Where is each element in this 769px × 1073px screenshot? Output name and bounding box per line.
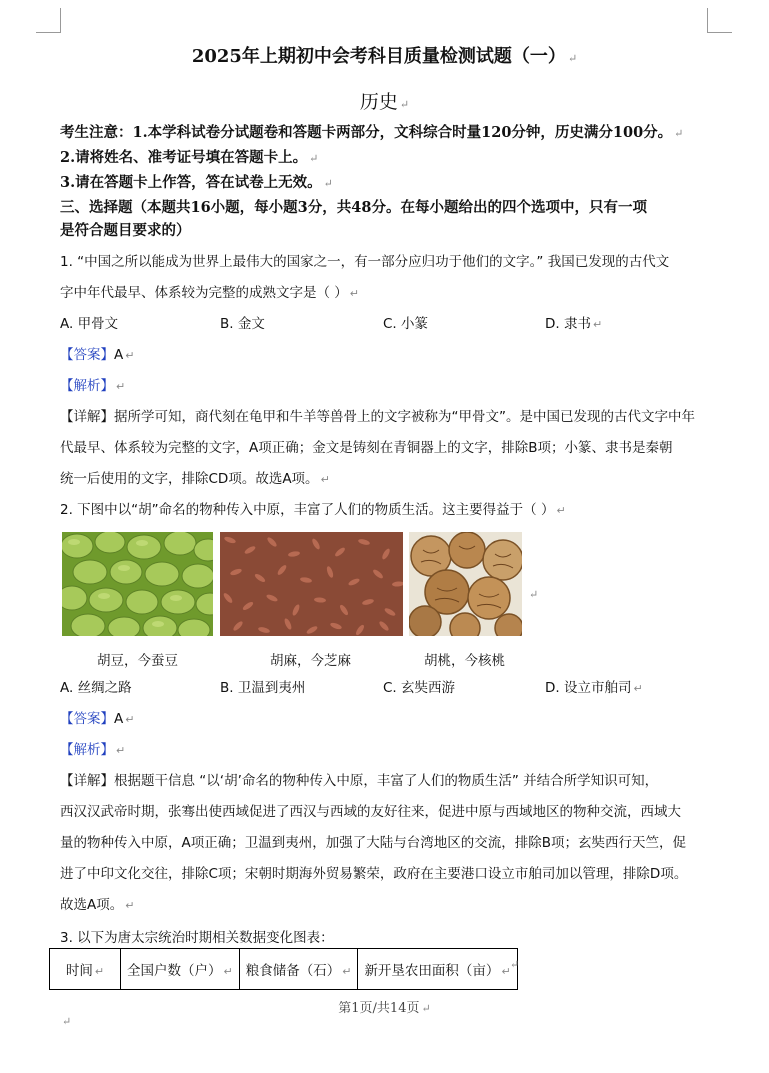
q1-answer: 【答案】A ↵	[60, 347, 135, 363]
notice-line-1: 考生注意：1.本学科试卷分试题卷和答题卡两部分，文科综合时量120分钟，历史满分100分。 ↵	[60, 124, 684, 141]
q2-option-d: D. 设立市舶司 ↵	[545, 680, 643, 696]
section-heading-line-1: 三、选择题（本题共16小题，每小题3分，共48分。在每小题给出的四个选项中，只有一项	[60, 199, 647, 216]
q2-option-a: A. 丝绸之路	[60, 680, 132, 696]
q2-detail-line-5: 故选A项。 ↵	[60, 897, 135, 913]
q1-detail-line-1: 【详解】据所学可知，商代刻在龟甲和牛羊等兽骨上的文字被称为“甲骨文”。是中国已发现的古代文字中年	[60, 409, 695, 425]
q2-detail-line-4: 进了中印文化交往，排除C项；宋朝时期海外贸易繁荣，政府在主要港口设立市舶司加以管理，排除D项。	[60, 866, 688, 882]
walnuts-image	[409, 532, 522, 636]
caption-walnut: 胡桃，今核桃	[424, 653, 505, 669]
q1-analysis-label: 【解析】 ↵	[60, 378, 126, 394]
broad-beans-image	[62, 532, 213, 636]
q2-stem: 2. 下图中以“胡”命名的物种传入中原，丰富了人们的物质生活。这主要得益于（ ） ↵	[60, 502, 566, 518]
q3-stem: 3. 以下为唐太宗统治时期相关数据变化图表：	[60, 930, 334, 946]
table-header-cell: 粮食储备（石） ↵	[239, 949, 358, 990]
notice-line-3: 3.请在答题卡上作答，答在试卷上无效。 ↵	[60, 174, 333, 191]
q1-stem-line-2: 字中年代最早、体系较为完整的成熟文字是（ ） ↵	[60, 285, 360, 301]
table-header-row	[50, 949, 518, 990]
crop-mark-top-right	[707, 8, 732, 33]
caption-sesame: 胡麻，今芝麻	[270, 653, 351, 669]
notice-line-2: 2.请将姓名、准考证号填在答题卡上。 ↵	[60, 149, 319, 166]
crop-mark-top-left	[36, 8, 61, 33]
q1-stem-line-1: 1. “中国之所以能成为世界上最伟大的国家之一，有一部分应归功于他们的文字。” 我国已发现的古代文	[60, 254, 670, 270]
q1-option-a: A. 甲骨文	[60, 316, 119, 332]
exam-title: 2025年上期初中会考科目质量检测试题（一） ↵	[191, 46, 578, 67]
page-footer: 第1页/共14页 ↵	[338, 1001, 431, 1016]
q1-option-b: B. 金文	[220, 316, 265, 332]
q1-option-d: D. 隶书 ↵	[545, 316, 603, 332]
q1-detail-line-2: 代最早、体系较为完整的文字，A项正确；金文是铸刻在青铜器上的文字，排除B项；小篆、隶书是秦朝	[60, 440, 673, 456]
q2-detail-line-2: 西汉汉武帝时期，张骞出使西域促进了西汉与西域的友好往来，促进中原与西域地区的物种交流，西域大	[60, 804, 681, 820]
q2-option-c: C. 玄奘西游	[383, 680, 456, 696]
image-row-paragraph-mark: ↵	[529, 588, 539, 601]
q2-option-b: B. 卫温到夷州	[220, 680, 306, 696]
table-paragraph-mark: ↵	[510, 958, 520, 971]
q1-option-c: C. 小篆	[383, 316, 429, 332]
q1-detail-line-3: 统一后使用的文字，排除CD项。故选A项。 ↵	[60, 471, 330, 487]
q2-detail-line-3: 量的物种传入中原，A项正确；卫温到夷州，加强了大陆与台湾地区的交流，排除B项；玄奘西行天竺，促	[60, 835, 686, 851]
q2-detail-line-1: 【详解】根据题干信息 “以‘胡’命名的物种传入中原，丰富了人们的物质生活” 并结合所学知识可知，	[60, 773, 659, 789]
section-heading-line-2: 是符合题目要求的）	[60, 222, 191, 239]
table-header-cell: 新开垦农田面积（亩） ↵	[358, 949, 517, 990]
caption-broad-bean: 胡豆，今蚕豆	[97, 653, 178, 669]
flax-seeds-image	[220, 532, 403, 636]
table-header-cell: 时间 ↵	[50, 949, 121, 990]
table-header-cell: 全国户数（户） ↵	[121, 949, 240, 990]
q2-answer: 【答案】A ↵	[60, 711, 135, 727]
q2-analysis-label: 【解析】 ↵	[60, 742, 126, 758]
q3-data-table	[49, 948, 518, 990]
end-paragraph-mark: ↵	[62, 1015, 72, 1028]
exam-subject: 历史 ↵	[359, 91, 410, 113]
